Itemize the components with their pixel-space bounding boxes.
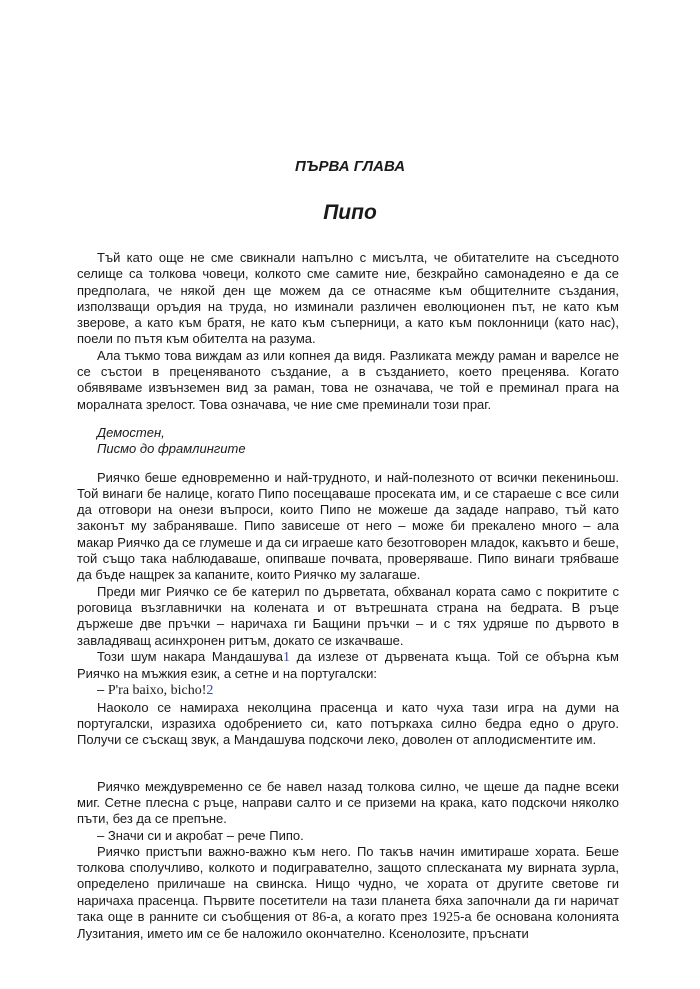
paragraph-7-number-2: 1925 (432, 909, 461, 925)
epigraph-author: Демостен, (97, 424, 165, 440)
paragraph-3-text-a: Този шум накара Мандашува (97, 648, 283, 664)
chapter-title: Пипо (323, 201, 377, 224)
paragraph-7 (77, 844, 619, 943)
quote-dash: – (97, 682, 108, 698)
paragraph-2: Преди миг Риячко се бе катерил по дърветата, обхванал кората само с покритите с роговица възглавнички на колената и от вътрешната страна на бедрата. В ръце държеше две пръчки – наричаха ги Бащини пръчки – и с тях удряше по дървото в завладяващ асинхронен ритъм, докато се изкачваше. (77, 583, 619, 648)
paragraph-7-text-c: -а бе основана колонията Лузитания, името им се бе наложило окончателно. Ксенолозите, пръснати (77, 908, 619, 942)
quote-text: P'ra baixo, bicho! (107, 683, 207, 699)
paragraph-3-text-b: да излезе от дървената къща. Той се обърна към Риячко на мъжкия език, а сетне и на португалски: (77, 648, 619, 682)
footnote-link-2[interactable]: 2 (206, 683, 214, 699)
paragraph-1: Риячко беше едновременно и най-трудното, и най-полезното от всички пекениньош. Той винаги бе налице, когато Пипо посещаваше просеката им, и се стараеше с все сили да отговори на онези въпроси, които Пипо не можеше да зададе направо, тъй като законът му забраняваше. Пипо зависеше от него – може би прекалено много – ала макар Риячко да се глумеше и да си играеше като безотговорен младок, какъвто и беше, той също така наблюдаваше, опипваше почвата, проверяваше. Пипо винаги трябваше да бъде нащрек за капаните, които Риячко му залагаше. (77, 469, 619, 583)
paragraph-5: Риячко междувременно се бе навел назад толкова силно, че щеше да падне всеки миг. Сетне плесна с ръце, направи салто и се приземи на крака, като подскочи няколко пъти, без да се препъне. (77, 778, 619, 827)
paragraph-3 (77, 649, 619, 683)
paragraph-4: Наоколо се намираха неколцина прасенца и като чуха тази игра на думи на португалски, изразиха одобрението си, като потъркаха силно бедра едно о друго. Получи се съскащ звук, а Мандашува подскочи леко, доволен от аплодисментите им. (77, 699, 619, 748)
portuguese-quote (77, 682, 619, 699)
paragraph-7-text-a: Риячко пристъпи важно-важно към него. По такъв начин имитираше хората. Беше толкова сполучливо, колкото и подигравателно, защото сплесканата му вирната зурла, определено приличаше на свинска. Нищо чудно, че хората от другите светове ги наричаха прасенца. Първите посетители на тази планета бяха започнали да ги наричат така още в ранните си съобщения от (77, 843, 619, 924)
paragraph-6: – Значи си и акробат – рече Пипо. (97, 827, 304, 843)
paragraph-7-text-b: -а, а когато през (326, 908, 433, 924)
footnote-link-1[interactable]: 1 (283, 649, 290, 665)
body-text (77, 250, 619, 943)
paragraph-7-number-1: 86 (312, 909, 327, 925)
chapter-heading: ПЪРВА ГЛАВА (294, 158, 406, 175)
epigraph-paragraph-2: Ала тъкмо това виждам аз или копнея да видя. Разликата между раман и варелсе не се състои в преценяваното създание, а в създанието, което преценява. Когато обявяваме извънземен вид за раман, това не означава, че той е преминал прага на моралната зрелост. Това означава, че ние сме преминали този праг. (77, 347, 619, 412)
epigraph-paragraph: Тъй като още не сме свикнали напълно с мисълта, че обитателите на съседното селище са толкова човеци, колкото сме самите ние, безкрайно самонадеяно е да се предполага, че някой ден ще можем да се отнасяме към общителните създания, използващи оръдия на труда, но изминали различен еволюционен път, не като към зверове, а като към братя, не като към съперници, а като към поклонници (като нас), поели по пътя към обителта на разума. (77, 250, 619, 347)
epigraph-source: Писмо до фрамлингите (97, 441, 246, 457)
